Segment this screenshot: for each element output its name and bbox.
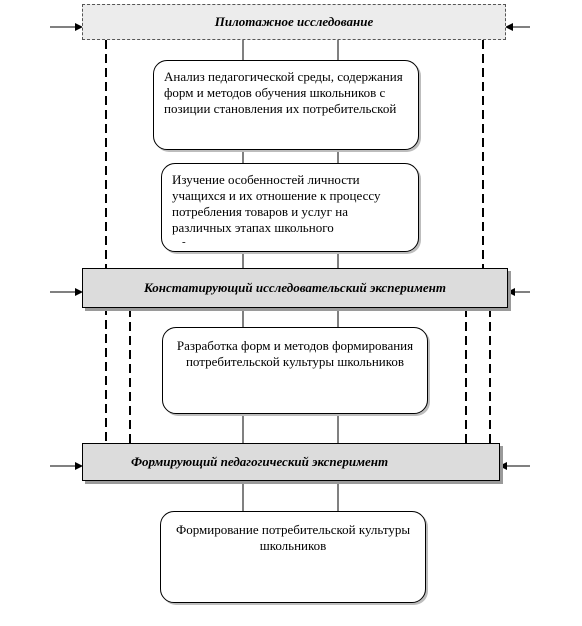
stage-pilot (82, 4, 506, 40)
stage-ascertaining (82, 268, 508, 308)
box-formation-text: Формирование потребительской культуры школьников (175, 522, 411, 553)
stage-forming-label: Формирующий педагогический эксперимент (131, 454, 389, 469)
box-study (161, 163, 419, 252)
box-study-tail: - (182, 236, 186, 248)
stage-ascertaining-label: Констатирующий исследовательский эксперимент (143, 280, 446, 295)
box-study-text: Изучение особенностей личности учащихся и их отношение к процессу потребления товаров и услуг на различных этапах школьного (172, 172, 381, 235)
box-formation (160, 511, 426, 603)
stage-pilot-label: Пилотажное исследование (214, 14, 374, 29)
stage-forming (82, 443, 500, 481)
box-development-text: Разработка форм и методов формирования потребительской культуры школьников (176, 338, 414, 369)
box-analysis (153, 60, 419, 150)
box-analysis-text: Анализ педагогической среды, содержания форм и методов обучения школьников с позиции становления их потребительской (164, 69, 403, 116)
box-development (162, 327, 428, 414)
